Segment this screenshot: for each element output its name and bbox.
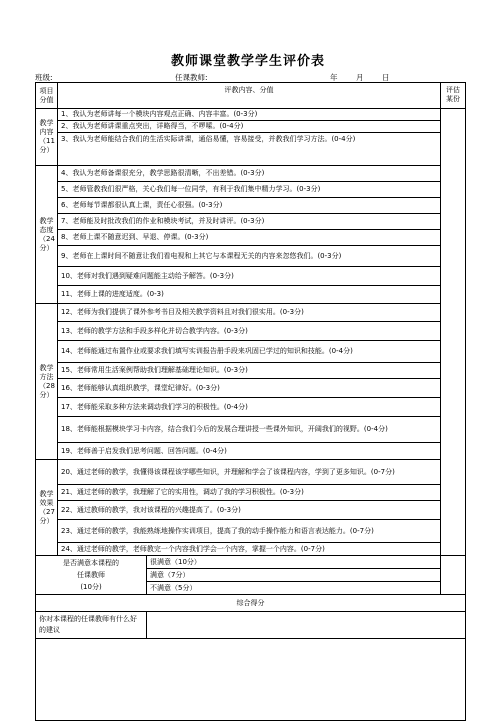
satisfaction-label-line3: (10分)	[80, 583, 102, 591]
section-label-content: 教学内容（11分）	[36, 109, 58, 166]
satisfaction-score-cell[interactable]	[441, 556, 466, 595]
day-label: 日	[382, 73, 390, 82]
suggestion-row	[36, 612, 466, 639]
satisfaction-option-very-satisfied[interactable]: 很满意（10分）	[147, 556, 441, 569]
item-text: 2、我认为老师讲课重点突出，详略得当，不啰嗦。(0-4分)	[58, 121, 441, 133]
item-text: 3、我认为老师能结合我们的生活实际讲课，通俗易懂，容易接受，并教我们学习方法。(0-4分)	[58, 133, 441, 166]
table-row	[36, 443, 466, 460]
item-text: 17、老师能采取多种方法来调动我们学习的积极性。(0-4分)	[58, 398, 441, 417]
satisfaction-row	[36, 556, 466, 569]
table-row	[36, 460, 466, 485]
suggestion-blank-row	[36, 639, 466, 721]
year-label: 年	[330, 73, 338, 82]
item-text: 16、老师能够认真组织教学，课堂纪律好。(0-3分)	[58, 379, 441, 398]
item-text: 6、老师每节课都很认真上课，责任心很强。(0-3分)	[58, 198, 441, 214]
item-text: 19、老师善于启发我们思考问题、回答问题。(0-4分)	[58, 443, 441, 460]
satisfaction-option-satisfied[interactable]: 满意（7分）	[147, 569, 441, 582]
table-row	[36, 501, 466, 520]
table-row	[36, 322, 466, 341]
section-label-method: 教学方法（28分）	[36, 304, 58, 460]
total-score-label: 综合得分	[36, 595, 466, 612]
item-text: 8、老师上课不随意迟到、早退、停课。(0-3分)	[58, 230, 441, 246]
item-text: 12、老师为我们提供了课外参考书目及相关教学资料且对我们很实用。(0-3分)	[58, 304, 441, 322]
table-row	[36, 121, 466, 133]
item-text: 21、通过老师的教学，我理解了它的实用性，调动了我的学习积极性。(0-3分)	[58, 485, 441, 501]
table-row	[36, 520, 466, 543]
item-text: 23、通过老师的教学，我能熟练地操作实训项目，提高了我的动手操作能力和语言表达能力。(0-7分)	[58, 520, 441, 543]
table-row	[36, 341, 466, 363]
item-text: 18、老师能根据模块学习卡内容，结合我们今后的发展合理讲授一些课外知识，开阔我们的视野。(0-4分)	[58, 417, 441, 443]
header-category: 项目分值	[36, 83, 58, 109]
section-label-attitude: 教学态度（24分）	[36, 166, 58, 304]
table-header-row	[36, 83, 466, 109]
table-row	[36, 543, 466, 556]
score-column[interactable]	[441, 109, 466, 556]
item-text: 1、我认为老师讲每一个模块内容观点正确、内容丰富。(0-3分)	[58, 109, 441, 121]
item-text: 20、通过老师的教学，我懂得该课程该学哪些知识，并理解和学会了该课程内容，学到了更多知识。(0-7分)	[58, 460, 441, 485]
total-row	[36, 595, 466, 612]
table-row	[36, 485, 466, 501]
satisfaction-label-line1: 是否满意本课程的	[63, 559, 119, 567]
satisfaction-option-unsatisfied[interactable]: 不满意（5分）	[147, 582, 441, 595]
table-row	[36, 417, 466, 443]
table-row	[36, 230, 466, 246]
table-row	[36, 109, 466, 121]
suggestion-label: 你对本课程的任课教师有什么好的建议	[36, 612, 147, 639]
table-row	[36, 286, 466, 304]
teacher-label: 任课教师:	[175, 73, 208, 82]
item-text: 9、老师在上课时间不随意让我们看电视和上其它与本课程无关的内容来忽悠我们。(0-3分)	[58, 246, 441, 267]
table-row	[36, 304, 466, 322]
month-label: 月	[356, 73, 364, 82]
satisfaction-label-line2: 任课教师	[77, 571, 105, 579]
item-text: 10、老师对我们遇到疑难问题能主动给予解答。(0-3分)	[58, 267, 441, 286]
table-row	[36, 182, 466, 198]
table-row	[36, 267, 466, 286]
suggestion-writing-area[interactable]	[36, 639, 466, 721]
item-text: 24、通过老师的教学，老师教完一个内容我们学会一个内容，掌握一个内容。(0-7分)	[58, 543, 441, 556]
table-row	[36, 246, 466, 267]
item-text: 22、通过教师的教学，我对该课程的兴趣提高了。(0-3分)	[58, 501, 441, 520]
item-text: 11、老师上课的进度适度。(0-3)	[58, 286, 441, 304]
table-row	[36, 379, 466, 398]
header-content: 评教内容、分值	[58, 83, 441, 109]
item-text: 4、我认为老师备课很充分，教学思路很清晰，不出差错。(0-3分)	[58, 166, 441, 182]
section-label-effect: 教学效果（27分）	[36, 460, 58, 556]
table-row	[36, 133, 466, 166]
table-row	[36, 214, 466, 230]
form-title: 教师课堂教学学生评价表	[170, 54, 325, 69]
suggestion-input-cell[interactable]	[147, 612, 466, 639]
table-row	[36, 166, 466, 182]
table-row	[36, 198, 466, 214]
item-text: 13、老师的教学方法和手段多样化并切合教学内容。(0-3分)	[58, 322, 441, 341]
item-text: 5、老师管教我们很严格，关心我们每一位同学，有利于我们集中精力学习。(0-3分)	[58, 182, 441, 198]
evaluation-table	[35, 82, 466, 721]
item-text: 7、老师能及时批改我们的作业和模块考试，并及时讲评。(0-3分)	[58, 214, 441, 230]
table-row	[36, 398, 466, 417]
header-score: 评估某份	[441, 83, 466, 109]
item-text: 15、老师常用生活案例帮助我们理解基础理论知识。(0-3分)	[58, 363, 441, 379]
table-row	[36, 363, 466, 379]
class-label: 班级:	[35, 73, 53, 82]
item-text: 14、老师能通过布置作业或要求我们填写实训报告册手段来巩固已学过的知识和技能。(0-4分)	[58, 341, 441, 363]
satisfaction-label	[36, 556, 147, 595]
